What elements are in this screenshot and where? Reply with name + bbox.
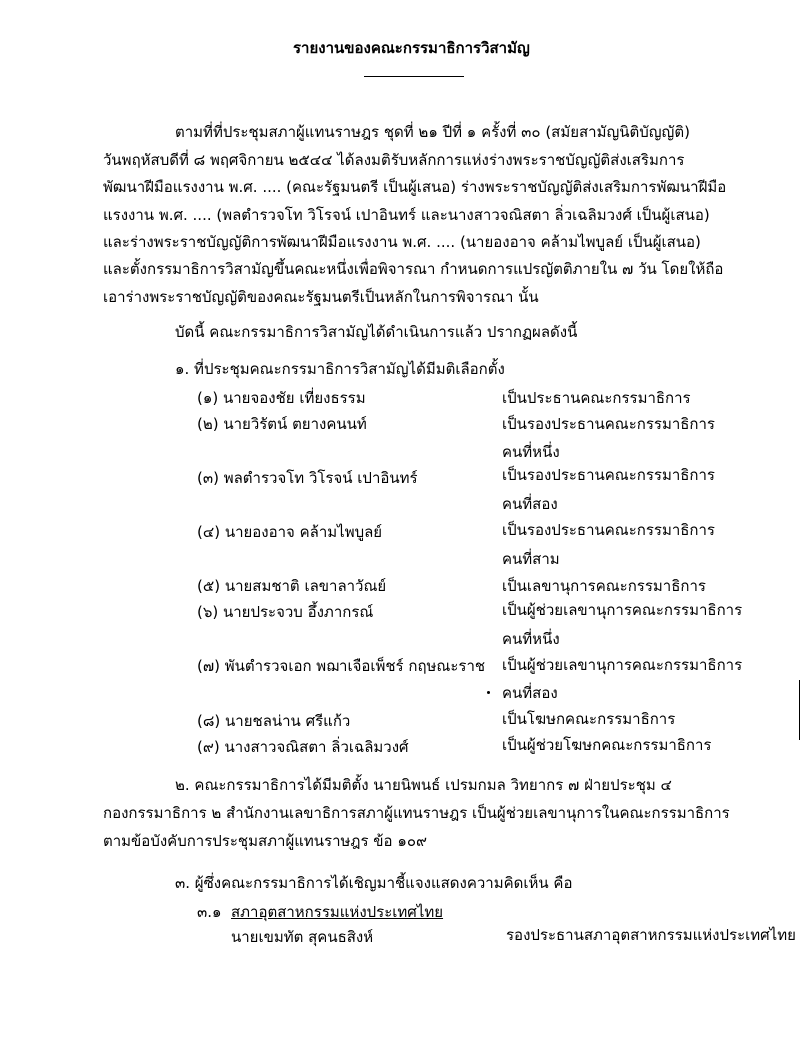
- status-line: บัดนี้ คณะกรรมาธิการวิสามัญได้ดำเนินการแล้ว ปรากฏผลดังนี้: [175, 323, 578, 341]
- intro-line: ตามที่ที่ประชุมสภาผู้แทนราษฎร ชุดที่ ๒๑ ปีที่ ๑ ครั้งที่ ๓๐ (สมัยสามัญนิติบัญญัติ): [175, 123, 690, 141]
- section-2-line: ๒. คณะกรรมาธิการได้มีมติตั้ง นายนิพนธ์ เปรมกมล วิทยากร ๗ ฝ่ายประชุม ๔: [175, 776, 672, 794]
- section-2-line: กองกรรมาธิการ ๒ สำนักงานเลขาธิการสภาผู้แทนราษฎร เป็นผู้ช่วยเลขานุการในคณะกรรมาธิการ: [103, 804, 730, 822]
- member-role-detail: คนที่หนึ่ง: [502, 630, 560, 648]
- member-role-detail: คนที่สอง: [502, 495, 558, 513]
- member-name: (๖) นายประจวบ อึ้งภากรณ์: [197, 603, 374, 621]
- member-role: เป็นผู้ช่วยเลขานุการคณะกรรมาธิการ: [502, 601, 743, 619]
- member-role-detail: คนที่สอง: [502, 684, 558, 702]
- member-role-detail: คนที่หนึ่ง: [502, 443, 560, 461]
- member-name: (๑) นายจองชัย เที่ยงธรรม: [197, 389, 366, 407]
- member-role: เป็นรองประธานคณะกรรมาธิการ: [502, 415, 715, 433]
- member-name: (๙) นางสาวจณิสตา ลิ่วเฉลิมวงศ์: [197, 738, 409, 756]
- document-title: รายงานของคณะกรรมาธิการวิสามัญ: [293, 39, 530, 57]
- member-name: (๓) พลตำรวจโท วิโรจน์ เปาอินทร์: [197, 469, 418, 487]
- member-role: เป็นประธานคณะกรรมาธิการ: [502, 389, 691, 407]
- intro-line: วันพฤหัสบดีที่ ๘ พฤศจิกายน ๒๕๔๔ ได้ลงมติรับหลักการแห่งร่างพระราชบัญญัติส่งเสริมการ: [103, 151, 685, 169]
- title-underline-rule: [364, 76, 464, 77]
- member-role-detail: คนที่สาม: [502, 550, 560, 568]
- member-role: เป็นรองประธานคณะกรรมาธิการ: [502, 466, 715, 484]
- scan-speck: [487, 691, 490, 694]
- section-2-line: ตามข้อบังคับการประชุมสภาผู้แทนราษฎร ข้อ ๑๐๙: [103, 832, 428, 850]
- member-name: (๗) พันตำรวจเอก พฌาเจือเพ็ชร์ กฤษณะราช: [197, 657, 486, 675]
- invitee-name: นายเขมทัต สุคนธสิงห์: [231, 928, 374, 946]
- member-name: (๒) นายวิรัตน์ ตยางคนนท์: [197, 415, 367, 433]
- intro-line: เอาร่างพระราชบัญญัติของคณะรัฐมนตรีเป็นหลักในการพิจารณา นั้น: [103, 288, 539, 306]
- member-role: เป็นเลขานุการคณะกรรมาธิการ: [502, 577, 706, 595]
- intro-line: พัฒนาฝีมือแรงงาน พ.ศ. .... (คณะรัฐมนตรี เป็นผู้เสนอ) ร่างพระราชบัญญัติส่งเสริมการพัฒนาฝีมือ: [103, 178, 727, 196]
- intro-line: แรงงาน พ.ศ. .... (พลตำรวจโท วิโรจน์ เปาอินทร์ และนางสาวจณิสตา ลิ่วเฉลิมวงศ์ เป็นผู้เสนอ): [103, 206, 710, 224]
- member-role: เป็นรองประธานคณะกรรมาธิการ: [502, 521, 715, 539]
- member-name: (๕) นายสมชาติ เลขาลาวัณย์: [197, 577, 387, 595]
- intro-line: และร่างพระราชบัญญัติการพัฒนาฝีมือแรงงาน พ.ศ. .... (นายองอาจ คล้ามไพบูลย์ เป็นผู้เสนอ): [103, 233, 701, 251]
- intro-line: และตั้งกรรมาธิการวิสามัญขึ้นคณะหนึ่งเพื่อพิจารณา กำหนดการแปรญัตติภายใน ๗ วัน โดยให้ถือ: [103, 260, 724, 278]
- subsection-number: ๓.๑: [197, 903, 222, 921]
- section-1-heading: ๑. ที่ประชุมคณะกรรมาธิการวิสามัญได้มีมติเลือกตั้ง: [175, 360, 505, 378]
- member-role: เป็นผู้ช่วยเลขานุการคณะกรรมาธิการ: [502, 656, 743, 674]
- section-3-heading: ๓. ผู้ซึ่งคณะกรรมาธิการได้เชิญมาชี้แจงแสดงความคิดเห็น คือ: [175, 874, 573, 892]
- member-role: เป็นโฆษกคณะกรรมาธิการ: [502, 710, 676, 728]
- member-name: (๔) นายองอาจ คล้ามไพบูลย์: [197, 523, 383, 541]
- member-role: เป็นผู้ช่วยโฆษกคณะกรรมาธิการ: [502, 736, 712, 754]
- invitee-position: รองประธานสภาอุตสาหกรรมแห่งประเทศไทย: [506, 926, 796, 944]
- member-name: (๘) นายชลน่าน ศรีแก้ว: [197, 712, 351, 730]
- subsection-title: สภาอุตสาหกรรมแห่งประเทศไทย: [231, 903, 444, 921]
